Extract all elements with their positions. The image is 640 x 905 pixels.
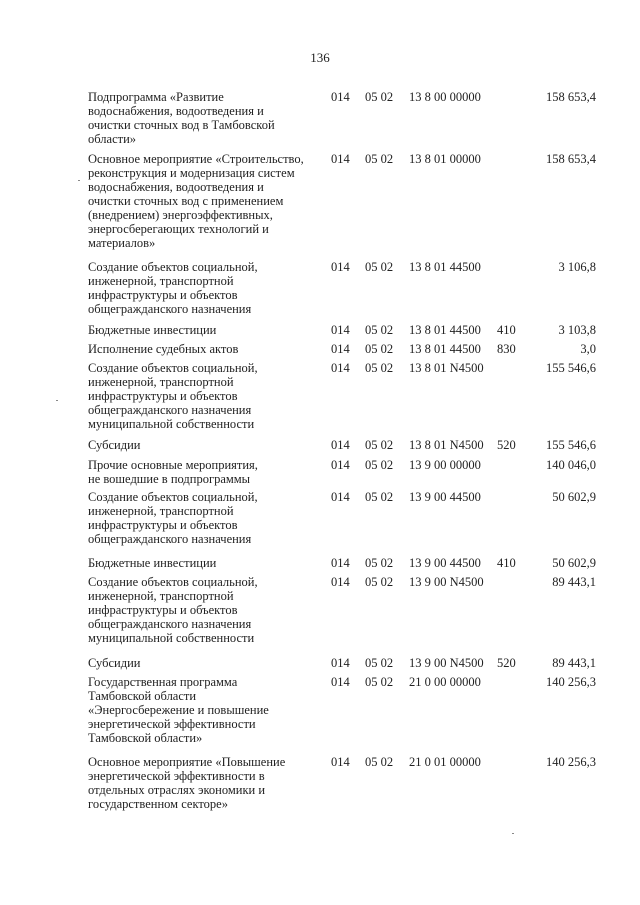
- ministry-code: 014: [331, 361, 350, 375]
- amount: 155 546,6: [546, 361, 596, 375]
- amount: 89 443,1: [552, 656, 596, 670]
- section-code: 05 02: [365, 342, 394, 356]
- amount: 3 106,8: [558, 260, 596, 274]
- ministry-code: 014: [331, 675, 350, 689]
- program-code: 13 8 01 44500: [409, 323, 481, 337]
- ministry-code: 014: [331, 556, 350, 570]
- program-code: 13 9 00 N4500: [409, 656, 484, 670]
- section-code: 05 02: [365, 323, 394, 337]
- row-description: Подпрограмма «Развитие водоснабжения, водоотведения и очистки сточных вод в Тамбовской области»: [88, 90, 275, 146]
- program-code: 13 8 01 44500: [409, 342, 481, 356]
- program-code: 13 9 00 N4500: [409, 575, 484, 589]
- ministry-code: 014: [331, 755, 350, 769]
- amount: 140 046,0: [546, 458, 596, 472]
- ministry-code: 014: [331, 490, 350, 504]
- program-code: 21 0 00 00000: [409, 675, 481, 689]
- ministry-code: 014: [331, 438, 350, 452]
- section-code: 05 02: [365, 90, 394, 104]
- ministry-code: 014: [331, 458, 350, 472]
- amount: 140 256,3: [546, 675, 596, 689]
- section-code: 05 02: [365, 458, 394, 472]
- row-description: Исполнение судебных актов: [88, 342, 239, 356]
- amount: 3,0: [580, 342, 596, 356]
- row-description: Создание объектов социальной, инженерной, транспортной инфраструктуры и объектов общегражданского назначения муниципальной собственности: [88, 575, 258, 645]
- program-code: 13 8 01 N4500: [409, 361, 484, 375]
- amount: 140 256,3: [546, 755, 596, 769]
- expense-type-code: 410: [497, 323, 516, 337]
- amount: 158 653,4: [546, 152, 596, 166]
- amount: 50 602,9: [552, 490, 596, 504]
- amount: 89 443,1: [552, 575, 596, 589]
- scan-speck: [56, 400, 58, 401]
- program-code: 21 0 01 00000: [409, 755, 481, 769]
- expense-type-code: 520: [497, 438, 516, 452]
- expense-type-code: 410: [497, 556, 516, 570]
- program-code: 13 8 01 44500: [409, 260, 481, 274]
- section-code: 05 02: [365, 575, 394, 589]
- row-description: Бюджетные инвестиции: [88, 556, 217, 570]
- ministry-code: 014: [331, 575, 350, 589]
- section-code: 05 02: [365, 675, 394, 689]
- row-description: Прочие основные мероприятия, не вошедшие в подпрограммы: [88, 458, 258, 486]
- row-description: Создание объектов социальной, инженерной, транспортной инфраструктуры и объектов общегражданского назначения: [88, 260, 258, 316]
- ministry-code: 014: [331, 90, 350, 104]
- row-description: Бюджетные инвестиции: [88, 323, 217, 337]
- amount: 50 602,9: [552, 556, 596, 570]
- row-description: Основное мероприятие «Строительство, реконструкция и модернизация систем водоснабжения, водоотведения и очистки сточных вод с применением (внедрением) энергоэффективных, энергосберегающих технологий и материалов»: [88, 152, 304, 250]
- row-description: Субсидии: [88, 438, 141, 452]
- section-code: 05 02: [365, 490, 394, 504]
- amount: 3 103,8: [558, 323, 596, 337]
- section-code: 05 02: [365, 260, 394, 274]
- section-code: 05 02: [365, 438, 394, 452]
- section-code: 05 02: [365, 152, 394, 166]
- row-description: Создание объектов социальной, инженерной, транспортной инфраструктуры и объектов общегражданского назначения муниципальной собственности: [88, 361, 258, 431]
- program-code: 13 8 00 00000: [409, 90, 481, 104]
- expense-type-code: 830: [497, 342, 516, 356]
- section-code: 05 02: [365, 556, 394, 570]
- row-description: Субсидии: [88, 656, 141, 670]
- row-description: Основное мероприятие «Повышение энергетической эффективности в отдельных отраслях экономики и государственном секторе»: [88, 755, 286, 811]
- expense-type-code: 520: [497, 656, 516, 670]
- program-code: 13 8 01 N4500: [409, 438, 484, 452]
- amount: 155 546,6: [546, 438, 596, 452]
- row-description: Государственная программа Тамбовской области «Энергосбережение и повышение энергетической эффективности Тамбовской области»: [88, 675, 269, 745]
- program-code: 13 8 01 00000: [409, 152, 481, 166]
- ministry-code: 014: [331, 260, 350, 274]
- ministry-code: 014: [331, 152, 350, 166]
- section-code: 05 02: [365, 361, 394, 375]
- ministry-code: 014: [331, 323, 350, 337]
- scan-speck: [78, 180, 80, 181]
- program-code: 13 9 00 44500: [409, 556, 481, 570]
- row-description: Создание объектов социальной, инженерной, транспортной инфраструктуры и объектов общегражданского назначения: [88, 490, 258, 546]
- section-code: 05 02: [365, 656, 394, 670]
- ministry-code: 014: [331, 656, 350, 670]
- amount: 158 653,4: [546, 90, 596, 104]
- ministry-code: 014: [331, 342, 350, 356]
- scan-speck: [512, 833, 514, 834]
- program-code: 13 9 00 00000: [409, 458, 481, 472]
- section-code: 05 02: [365, 755, 394, 769]
- program-code: 13 9 00 44500: [409, 490, 481, 504]
- page-number: 136: [310, 50, 330, 65]
